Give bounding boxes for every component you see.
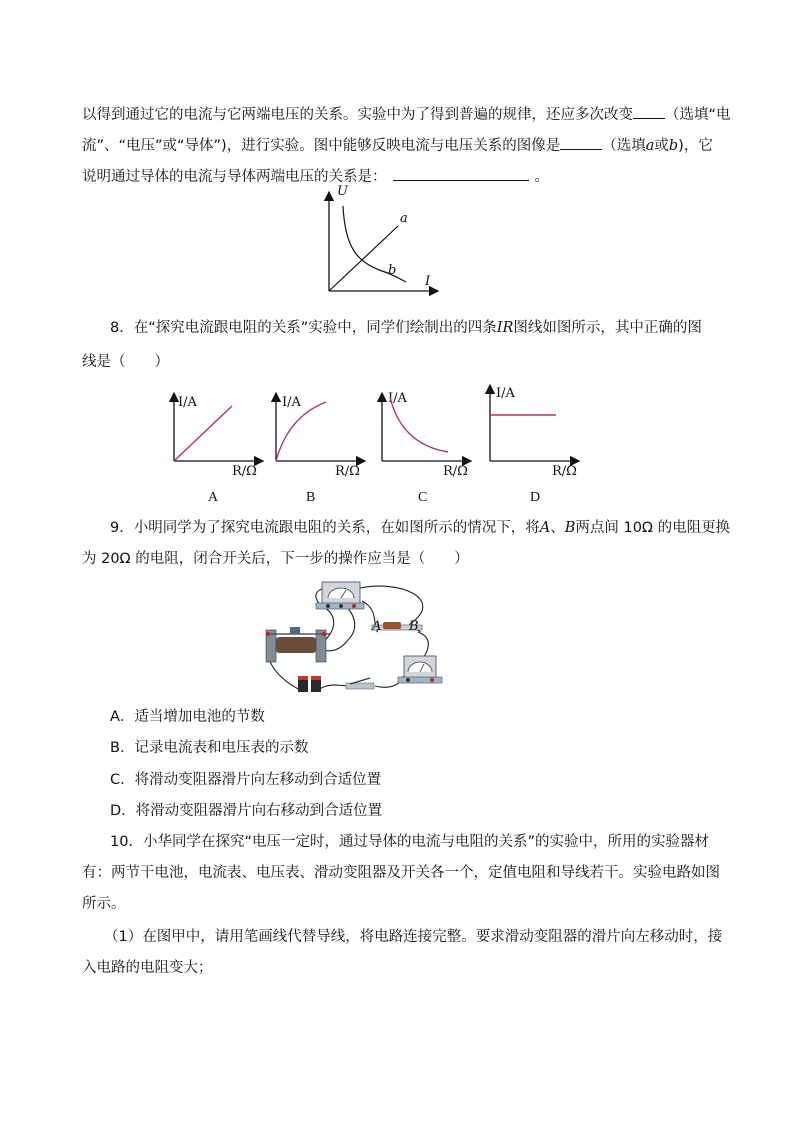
q8-line-2: 线是（ ） xyxy=(82,354,169,370)
q9-option-c: C．将滑动变阻器滑片向左移动到合适位置 xyxy=(110,772,382,788)
q8-c-y-label: I/A xyxy=(388,391,407,406)
q10-part1-line-1: （1）在图甲中，请用笔画线代替导线，将电路连接完整。要求滑动变阻器的滑片向左移动时，接 xyxy=(104,929,723,945)
q9-option-b: B．记录电流表和电压表的示数 xyxy=(110,740,309,756)
q9-line-1: 9．小明同学为了探究电流跟电阻的关系，在如图所示的情况下，将A、B两点间 10Ω 的电阻更换 xyxy=(110,520,731,536)
voltmeter xyxy=(316,582,364,609)
q8-line-1: 8．在“探究电流跟电阻的关系”实验中，同学们绘制出的四条IR图线如图所示，其中正确的图 xyxy=(110,320,702,336)
resistor-ab xyxy=(371,619,422,634)
q10-line-2: 有：两节干电池，电流表、电压表、滑动变阻器及开关各一个，定值电阻和导线若干。实验电路如图 xyxy=(82,865,720,881)
q8-a-x-label: R/Ω xyxy=(232,464,257,479)
q10-line-3: 所示。 xyxy=(82,896,126,912)
q8-c-x-label: R/Ω xyxy=(443,464,468,479)
q7-y-label: U xyxy=(337,184,348,199)
q7-label-b: b xyxy=(388,263,397,278)
q9-option-d: D．将滑动变阻器滑片向右移动到合适位置 xyxy=(110,803,383,819)
q8-option-a-label: A xyxy=(208,490,219,505)
q8-b-y-label: I/A xyxy=(282,395,301,410)
ammeter xyxy=(398,656,442,683)
q7-label-a: a xyxy=(400,211,408,226)
q10-part1-line-2: 入电路的电阻变大； xyxy=(82,960,213,976)
q10-line-1: 10．小华同学在探究“电压一定时，通过导体的电流与电阻的关系”的实验中，所用的实验器材 xyxy=(110,834,709,850)
q9-point-b: B xyxy=(409,619,419,634)
batteries xyxy=(298,676,321,692)
q8-option-b-label: B xyxy=(306,490,316,505)
q8-d-y-label: I/A xyxy=(496,386,515,401)
q8-d-x-label: R/Ω xyxy=(552,464,577,479)
q8-a-y-label: I/A xyxy=(178,395,197,410)
q9-point-a: A xyxy=(372,619,382,634)
q7-line-3: 说明通过导体的电流与导体两端电压的关系是： 。 xyxy=(82,166,549,187)
q8-option-d-label: D xyxy=(530,490,541,505)
q7-x-label: I xyxy=(425,274,431,289)
q9-option-a: A．适当增加电池的节数 xyxy=(110,709,265,725)
q8-option-c-label: C xyxy=(418,490,428,505)
q7-line-1: 以得到通过它的电流与它两端电压的关系。实验中为了得到普遍的规律，还应多次改变 （选填“电 xyxy=(82,104,731,125)
sliding-rheostat xyxy=(266,627,330,662)
q7-line-2: 流”、“电压”或“导体”)，进行实验。图中能够反映电流与电压关系的图像是 （选填a或b)，它 xyxy=(82,135,713,156)
switch xyxy=(346,678,374,689)
q9-line-2: 为 20Ω 的电阻，闭合开关后，下一步的操作应当是（ ） xyxy=(82,551,469,567)
q8-b-x-label: R/Ω xyxy=(335,464,360,479)
